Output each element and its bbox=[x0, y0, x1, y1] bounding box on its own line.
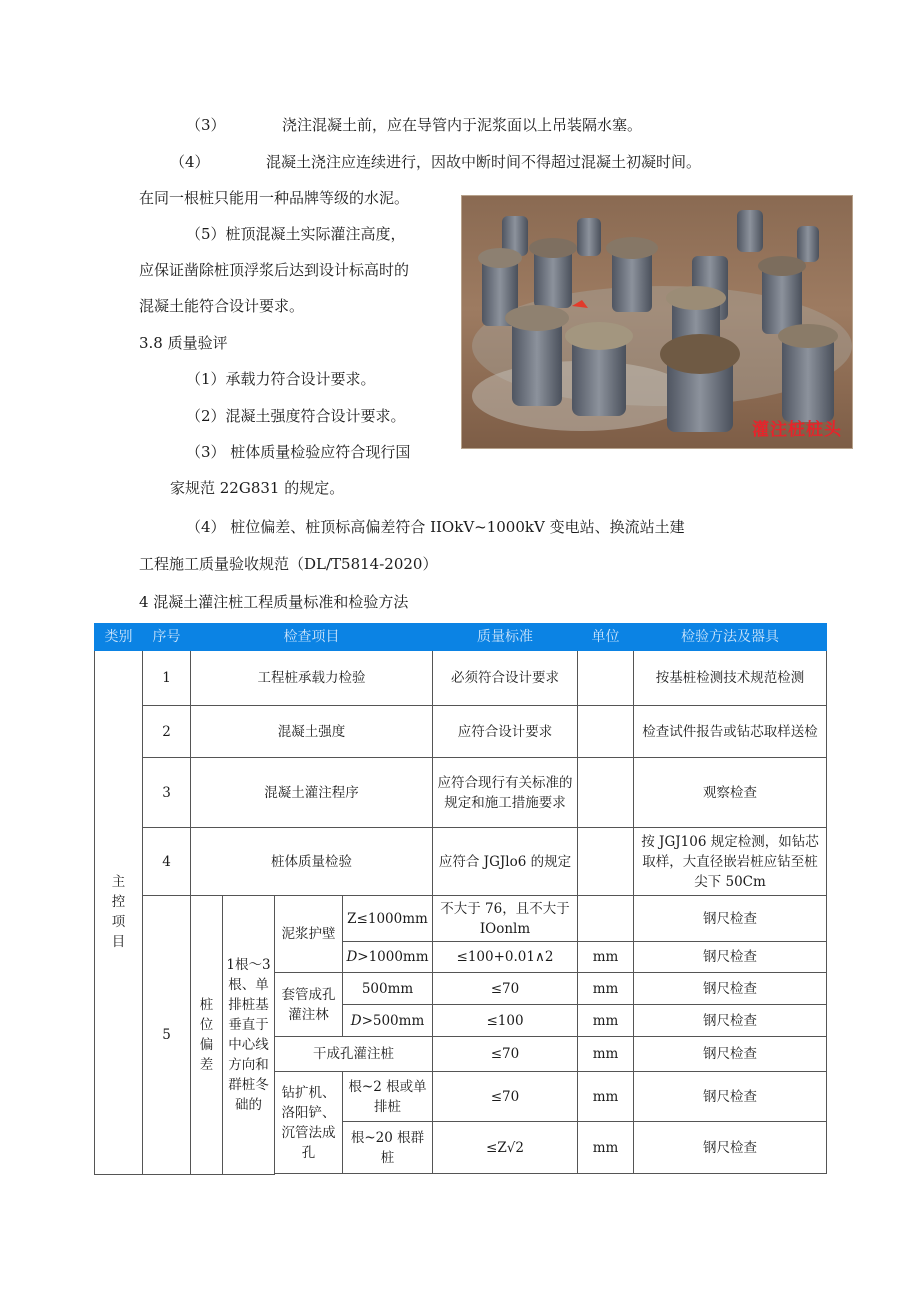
quality-item-3-continued: 家规范 22G831 的规定。 bbox=[170, 479, 345, 497]
photo-caption: 灌注桩桩头 bbox=[752, 420, 842, 440]
unit: mm bbox=[578, 942, 634, 973]
row-number: 1 bbox=[143, 651, 191, 706]
unit: mm bbox=[578, 1122, 634, 1174]
check-method: 按 JGJ106 规定检测，如钻芯取样，大直径嵌岩桩应钻至桩尖下 50Cm bbox=[634, 828, 827, 896]
unit: mm bbox=[578, 1005, 634, 1037]
quality-standard: ≤100+0.01∧2 bbox=[433, 942, 578, 973]
mud-wall-label: 泥浆护壁 bbox=[275, 896, 343, 973]
quality-standards-table bbox=[94, 623, 827, 1175]
casing-label: 套管成孔灌注林 bbox=[275, 973, 343, 1037]
condition: 根~20 根群桩 bbox=[343, 1122, 433, 1174]
quality-item-4-continued: 工程施工质量验收规范（DL/T5814-2020） bbox=[139, 555, 438, 573]
quality-standard: 应符合现行有关标准的规定和施工措施要求 bbox=[433, 758, 578, 828]
condition: 500mm bbox=[343, 973, 433, 1005]
dry-hole-label: 干成孔灌注桩 bbox=[275, 1037, 433, 1072]
paragraph-3-label: （3） bbox=[186, 116, 226, 134]
unit bbox=[578, 758, 634, 828]
deviation-subgroup: 1根～3根、单排桩基垂直于中心线方向和群桩冬础的 bbox=[223, 896, 275, 1175]
check-method: 钢尺检查 bbox=[634, 1037, 827, 1072]
quality-standard: ≤70 bbox=[433, 973, 578, 1005]
check-method: 钢尺检查 bbox=[634, 942, 827, 973]
condition-value: >1000mm bbox=[357, 949, 429, 965]
unit: mm bbox=[578, 973, 634, 1005]
header-method: 检验方法及器具 bbox=[634, 624, 827, 651]
paragraph-4-continued: 在同一根桩只能用一种品牌等级的水泥。 bbox=[139, 189, 410, 207]
check-method: 观察检查 bbox=[634, 758, 827, 828]
condition-prefix: D bbox=[346, 949, 358, 965]
table-row bbox=[95, 896, 827, 942]
quality-standard: 应符合 JGJlo6 的规定 bbox=[433, 828, 578, 896]
table-row bbox=[95, 706, 827, 758]
paragraph-5-line-1: （5）桩顶混凝土实际灌注高度， bbox=[186, 225, 406, 243]
paragraph-5-line-2: 应保证凿除桩顶浮浆后达到设计标高时的 bbox=[139, 261, 410, 279]
header-category: 类别 bbox=[95, 624, 143, 651]
unit: mm bbox=[578, 1072, 634, 1122]
paragraph-5-line-3: 混凝土能符合设计要求。 bbox=[139, 297, 305, 315]
quality-item-1: （1）承载力符合设计要求。 bbox=[186, 370, 376, 388]
section-heading-4: 4 混凝土灌注桩工程质量标准和检验方法 bbox=[139, 593, 409, 611]
quality-standard: 不大于 76，且不大于 IOonlm bbox=[433, 896, 578, 942]
pile-head-illustration bbox=[462, 196, 852, 448]
table-row bbox=[95, 651, 827, 706]
category-cell: 主控项目 bbox=[95, 651, 143, 1175]
paragraph-4-text: 混凝土浇注应连续进行，因故中断时间不得超过混凝土初凝时间。 bbox=[266, 153, 702, 171]
unit bbox=[578, 828, 634, 896]
check-item: 工程桩承载力检验 bbox=[191, 651, 433, 706]
header-number: 序号 bbox=[143, 624, 191, 651]
quality-standard: 必须符合设计要求 bbox=[433, 651, 578, 706]
check-method: 按基桩检测技术规范检测 bbox=[634, 651, 827, 706]
quality-standard: ≤100 bbox=[433, 1005, 578, 1037]
table-row bbox=[95, 828, 827, 896]
drill-method-label: 钻扩机、洛阳铲、沉管法成孔 bbox=[275, 1072, 343, 1174]
condition: 根~2 根或单排桩 bbox=[343, 1072, 433, 1122]
row-number: 4 bbox=[143, 828, 191, 896]
quality-item-2: （2）混凝土强度符合设计要求。 bbox=[186, 407, 406, 425]
row-number: 3 bbox=[143, 758, 191, 828]
quality-standard: ≤70 bbox=[433, 1037, 578, 1072]
paragraph-4-label: （4） bbox=[170, 153, 210, 171]
unit bbox=[578, 706, 634, 758]
check-item: 混凝土灌注程序 bbox=[191, 758, 433, 828]
check-method: 检查试件报告或钻芯取样送检 bbox=[634, 706, 827, 758]
condition-value: >500mm bbox=[361, 1012, 425, 1029]
header-quality-standard: 质量标准 bbox=[433, 624, 578, 651]
unit bbox=[578, 651, 634, 706]
condition bbox=[343, 942, 433, 973]
condition-prefix: D bbox=[350, 1012, 362, 1029]
quality-standard: 应符合设计要求 bbox=[433, 706, 578, 758]
table-row bbox=[95, 758, 827, 828]
check-method: 钢尺检查 bbox=[634, 1072, 827, 1122]
deviation-group: 桩位偏差 bbox=[191, 896, 223, 1175]
quality-item-3: （3） 桩体质量检验应符合现行国 bbox=[186, 443, 411, 461]
row-number: 2 bbox=[143, 706, 191, 758]
unit: mm bbox=[578, 1037, 634, 1072]
check-method: 钢尺检查 bbox=[634, 1005, 827, 1037]
quality-item-4: （4） 桩位偏差、桩顶标高偏差符合 IIOkV~1000kV 变电站、换流站土建 bbox=[186, 518, 685, 536]
condition bbox=[343, 1005, 433, 1037]
check-item: 混凝土强度 bbox=[191, 706, 433, 758]
check-item: 桩体质量检验 bbox=[191, 828, 433, 896]
section-heading-3-8: 3.8 质量验评 bbox=[139, 334, 228, 352]
unit bbox=[578, 896, 634, 942]
quality-standard: ≤70 bbox=[433, 1072, 578, 1122]
row-number: 5 bbox=[143, 896, 191, 1175]
pile-head-photo bbox=[461, 195, 853, 449]
header-unit: 单位 bbox=[578, 624, 634, 651]
check-method: 钢尺检查 bbox=[634, 1122, 827, 1174]
condition: Z≤1000mm bbox=[343, 896, 433, 942]
spacer-cell bbox=[275, 1174, 827, 1175]
quality-standard: ≤Z√2 bbox=[433, 1122, 578, 1174]
header-check-item: 检查项目 bbox=[191, 624, 433, 651]
table-header-row bbox=[95, 624, 827, 651]
check-method: 钢尺检查 bbox=[634, 896, 827, 942]
paragraph-3-text: 浇注混凝土前，应在导管内于泥浆面以上吊装隔水塞。 bbox=[282, 116, 643, 134]
check-method: 钢尺检查 bbox=[634, 973, 827, 1005]
